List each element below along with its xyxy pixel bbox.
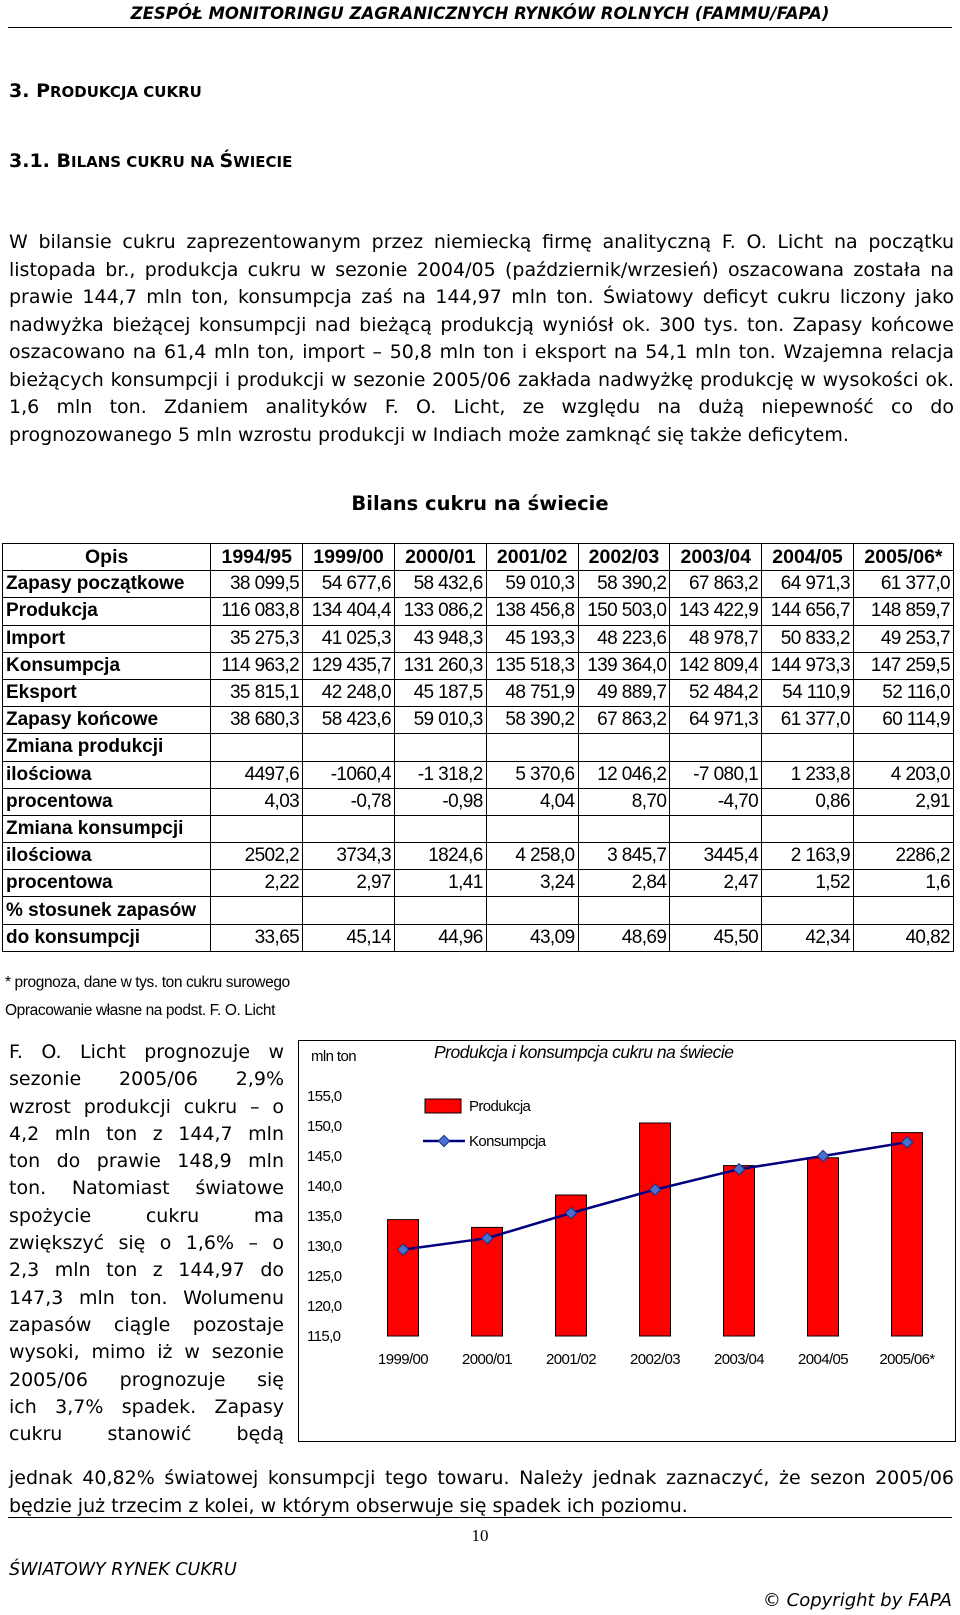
table-cell: 2,91 bbox=[853, 788, 953, 815]
side-text-line: sezonie 2005/06 2,9% bbox=[9, 1068, 284, 1091]
bar-produkcja bbox=[808, 1158, 839, 1336]
table-row-label: procentowa bbox=[3, 870, 211, 897]
production-consumption-chart bbox=[299, 1041, 955, 1441]
table-cell: 67 863,2 bbox=[578, 707, 670, 734]
x-tick-label: 2001/02 bbox=[545, 1351, 597, 1368]
table-cell bbox=[486, 815, 578, 842]
table-row-label: Zmiana konsumpcji bbox=[3, 815, 211, 842]
table-cell: 64 971,3 bbox=[762, 571, 854, 598]
table-cell bbox=[211, 897, 303, 924]
table-cell bbox=[762, 897, 854, 924]
table-cell: 59 010,3 bbox=[486, 571, 578, 598]
table-cell bbox=[578, 897, 670, 924]
y-tick-label: 125,0 bbox=[307, 1268, 342, 1285]
table-cell: -4,70 bbox=[670, 788, 762, 815]
subheading-initial: B bbox=[56, 150, 71, 172]
table-row bbox=[3, 788, 954, 815]
table-cell: 54 677,6 bbox=[303, 571, 395, 598]
side-text-line: zapasów ciągle pozostaje bbox=[9, 1313, 284, 1336]
table-cell bbox=[394, 815, 486, 842]
table-cell: 8,70 bbox=[578, 788, 670, 815]
x-tick-label: 2003/04 bbox=[713, 1351, 765, 1368]
table-cell: 4 203,0 bbox=[853, 761, 953, 788]
table-header-desc: Opis bbox=[3, 544, 211, 571]
table-cell: 147 259,5 bbox=[853, 652, 953, 679]
table-cell: 143 422,9 bbox=[670, 598, 762, 625]
table-cell: 54 110,9 bbox=[762, 679, 854, 706]
document-header: ZESPÓŁ MONITORINGU ZAGRANICZNYCH RYNKÓW ROLNYCH (FAMMU/FAPA) bbox=[130, 4, 830, 23]
table-header-season: 2004/05 bbox=[762, 544, 854, 571]
table-row-label: Eksport bbox=[3, 679, 211, 706]
subheading-rest: ILANS CUKRU NA bbox=[70, 153, 220, 171]
subheading-rest-2: WIECIE bbox=[233, 153, 293, 171]
table-cell: 59 010,3 bbox=[394, 707, 486, 734]
chart-container bbox=[298, 1040, 956, 1442]
table-row bbox=[3, 734, 954, 761]
table-cell: 4497,6 bbox=[211, 761, 303, 788]
table-cell: 58 432,6 bbox=[394, 571, 486, 598]
footer-section-name: ŚWIATOWY RYNEK CUKRU bbox=[9, 1560, 237, 1580]
side-text-line: 2005/06 prognozuje się bbox=[9, 1368, 284, 1391]
table-cell: 52 116,0 bbox=[853, 679, 953, 706]
table-row-label: procentowa bbox=[3, 788, 211, 815]
legend-marker-konsumpcja bbox=[438, 1135, 449, 1146]
table-row bbox=[3, 897, 954, 924]
table-cell: 1,41 bbox=[394, 870, 486, 897]
section-heading bbox=[9, 80, 202, 102]
table-cell: 61 377,0 bbox=[853, 571, 953, 598]
footer-copyright: © Copyright by FAPA bbox=[762, 1590, 952, 1611]
table-row bbox=[3, 625, 954, 652]
table-cell bbox=[211, 734, 303, 761]
table-row-label: % stosunek zapasów bbox=[3, 897, 211, 924]
table-row bbox=[3, 843, 954, 870]
table-header-row bbox=[3, 544, 954, 571]
table-cell: 133 086,2 bbox=[394, 598, 486, 625]
table-cell bbox=[486, 734, 578, 761]
table-cell: 150 503,0 bbox=[578, 598, 670, 625]
heading-number: 3. bbox=[9, 80, 37, 102]
table-cell bbox=[486, 897, 578, 924]
table-cell: 48 978,7 bbox=[670, 625, 762, 652]
side-text-line: 2,3 mln ton z 144,97 do bbox=[9, 1259, 284, 1282]
table-cell: 134 404,4 bbox=[303, 598, 395, 625]
side-text-line: ton do prawie 148,9 mln bbox=[9, 1150, 284, 1173]
side-text-line: ich 3,7% spadek. Zapasy bbox=[9, 1395, 284, 1418]
table-header-season: 2003/04 bbox=[670, 544, 762, 571]
table-row-label: ilościowa bbox=[3, 843, 211, 870]
table-cell bbox=[578, 734, 670, 761]
table-cell: 44,96 bbox=[394, 924, 486, 951]
table-row bbox=[3, 571, 954, 598]
bar-produkcja bbox=[892, 1133, 923, 1336]
table-cell: 0,86 bbox=[762, 788, 854, 815]
table-cell: 4,04 bbox=[486, 788, 578, 815]
side-text-line: wysoki, mimo iż w sezonie bbox=[9, 1341, 284, 1364]
table-cell: 1,52 bbox=[762, 870, 854, 897]
header-rule bbox=[8, 27, 952, 28]
table-row-label: Zapasy końcowe bbox=[3, 707, 211, 734]
table-cell: 114 963,2 bbox=[211, 652, 303, 679]
table-cell: 64 971,3 bbox=[670, 707, 762, 734]
subheading-initial-2: Ś bbox=[219, 150, 234, 172]
table-cell: -7 080,1 bbox=[670, 761, 762, 788]
table-cell bbox=[303, 815, 395, 842]
table-cell: 131 260,3 bbox=[394, 652, 486, 679]
chart-title: Produkcja i konsumpcja cukru na świecie bbox=[434, 1042, 734, 1062]
table-cell: 144 973,3 bbox=[762, 652, 854, 679]
table-cell bbox=[303, 897, 395, 924]
side-text-line: wzrost produkcji cukru – o bbox=[9, 1095, 284, 1118]
table-row bbox=[3, 924, 954, 951]
subheading-number: 3.1. bbox=[9, 150, 57, 172]
table-cell: 48 223,6 bbox=[578, 625, 670, 652]
legend-label-produkcja: Produkcja bbox=[469, 1098, 531, 1115]
table-cell bbox=[394, 897, 486, 924]
table-cell: 45,14 bbox=[303, 924, 395, 951]
table-cell: 135 518,3 bbox=[486, 652, 578, 679]
table-cell: 5 370,6 bbox=[486, 761, 578, 788]
table-cell: 50 833,2 bbox=[762, 625, 854, 652]
y-tick-label: 120,0 bbox=[307, 1298, 342, 1315]
table-cell: 139 364,0 bbox=[578, 652, 670, 679]
x-tick-label: 2005/06* bbox=[879, 1351, 935, 1368]
table-row bbox=[3, 598, 954, 625]
footer-rule bbox=[8, 1517, 952, 1518]
table-cell: 129 435,7 bbox=[303, 652, 395, 679]
table-cell: 43 948,3 bbox=[394, 625, 486, 652]
bar-produkcja bbox=[640, 1123, 671, 1336]
table-cell bbox=[762, 815, 854, 842]
table-cell bbox=[303, 734, 395, 761]
table-cell bbox=[762, 734, 854, 761]
table-cell bbox=[670, 897, 762, 924]
table-cell: 2,22 bbox=[211, 870, 303, 897]
table-row-label: Zapasy początkowe bbox=[3, 571, 211, 598]
table-cell: 35 275,3 bbox=[211, 625, 303, 652]
table-cell: 4,03 bbox=[211, 788, 303, 815]
side-text-line: F. O. Licht prognozuje w bbox=[9, 1041, 284, 1063]
table-cell: 45 193,3 bbox=[486, 625, 578, 652]
table-cell: 2286,2 bbox=[853, 843, 953, 870]
table-cell: 43,09 bbox=[486, 924, 578, 951]
table-cell: 38 099,5 bbox=[211, 571, 303, 598]
table-cell: 2502,2 bbox=[211, 843, 303, 870]
table-cell: 67 863,2 bbox=[670, 571, 762, 598]
table-cell: 45,50 bbox=[670, 924, 762, 951]
table-cell: -1 318,2 bbox=[394, 761, 486, 788]
side-text-line: ton. Natomiast światowe bbox=[9, 1177, 284, 1200]
table-cell bbox=[211, 815, 303, 842]
table-row bbox=[3, 761, 954, 788]
table-cell: 2,47 bbox=[670, 870, 762, 897]
table-cell: 58 423,6 bbox=[303, 707, 395, 734]
table-row bbox=[3, 815, 954, 842]
table-title: Bilans cukru na świecie bbox=[351, 492, 609, 515]
table-cell: 49 253,7 bbox=[853, 625, 953, 652]
table-cell bbox=[578, 815, 670, 842]
page-number: 10 bbox=[471, 1526, 489, 1545]
table-cell: 40,82 bbox=[853, 924, 953, 951]
table-cell: -0,78 bbox=[303, 788, 395, 815]
x-tick-label: 2002/03 bbox=[629, 1351, 681, 1368]
table-cell: 52 484,2 bbox=[670, 679, 762, 706]
side-text-line: cukru stanowić będą bbox=[9, 1423, 284, 1446]
side-text-line: zwiększyć się o 1,6% – o bbox=[9, 1232, 284, 1255]
table-cell: 3445,4 bbox=[670, 843, 762, 870]
table-cell: 2 163,9 bbox=[762, 843, 854, 870]
closing-paragraph: jednak 40,82% światowej konsumpcji tego towaru. Należy jednak zaznaczyć, że sezon 2005/06 będzie już trzecim z kolei, w którym obserwuje się spadek ich poziomu. bbox=[9, 1467, 954, 1517]
y-tick-label: 140,0 bbox=[307, 1178, 342, 1195]
table-cell: 60 114,9 bbox=[853, 707, 953, 734]
table-cell bbox=[670, 734, 762, 761]
table-header-season: 1994/95 bbox=[211, 544, 303, 571]
table-row-label: Zmiana produkcji bbox=[3, 734, 211, 761]
table-cell: 148 859,7 bbox=[853, 598, 953, 625]
table-cell: 3 845,7 bbox=[578, 843, 670, 870]
table-cell bbox=[853, 897, 953, 924]
table-cell: 2,84 bbox=[578, 870, 670, 897]
table-cell: 138 456,8 bbox=[486, 598, 578, 625]
table-cell: 42,34 bbox=[762, 924, 854, 951]
table-cell: 116 083,8 bbox=[211, 598, 303, 625]
y-tick-label: 150,0 bbox=[307, 1118, 342, 1135]
y-tick-label: 115,0 bbox=[307, 1328, 341, 1345]
x-tick-label: 2000/01 bbox=[461, 1351, 513, 1368]
table-cell: 48,69 bbox=[578, 924, 670, 951]
table-cell: 1,6 bbox=[853, 870, 953, 897]
table-cell: 3,24 bbox=[486, 870, 578, 897]
table-cell: 58 390,2 bbox=[486, 707, 578, 734]
table-cell: 144 656,7 bbox=[762, 598, 854, 625]
table-cell: 3734,3 bbox=[303, 843, 395, 870]
side-text-line: 147,3 mln ton. Wolumenu bbox=[9, 1286, 284, 1309]
table-cell: 58 390,2 bbox=[578, 571, 670, 598]
table-note-forecast: * prognoza, dane w tys. ton cukru surowego bbox=[5, 974, 290, 991]
heading-rest: RODUKCJA CUKRU bbox=[50, 83, 202, 101]
x-tick-label: 1999/00 bbox=[377, 1351, 429, 1368]
table-cell bbox=[670, 815, 762, 842]
table-row bbox=[3, 652, 954, 679]
table-cell: 38 680,3 bbox=[211, 707, 303, 734]
table-cell: -1060,4 bbox=[303, 761, 395, 788]
table-cell: 142 809,4 bbox=[670, 652, 762, 679]
table-cell: 12 046,2 bbox=[578, 761, 670, 788]
intro-paragraph: W bilansie cukru zaprezentowanym przez niemiecką firmę analityczną F. O. Licht na początku listopada br., produkcja cukru w sezonie 2004/05 (październik/wrzesień) oszacowana została na prawie 144,7 mln ton, konsumpcja zaś na 144,97 mln ton. Światowy deficyt cukru liczony jako nadwyżka bieżącej konsumpcji nad bieżącą produkcją wyniósł ok. 300 tys. ton. Zapasy końcowe oszacowano na 61,4 mln ton, import – 50,8 mln ton i eksport na 54,1 mln ton. Wzajemna relacja bieżących konsumpcji i produkcji w sezonie 2005/06 zakłada nadwyżkę produkcję w wysokości ok. 1,6 mln ton. Zdaniem analityków F. O. Licht, ze względu na dużą niepewność co do prognozowanego 5 mln wzrostu produkcji w Indiach może zamknąć się także deficytem. bbox=[9, 231, 954, 446]
bar-produkcja bbox=[724, 1166, 755, 1336]
legend-label-konsumpcja: Konsumpcja bbox=[469, 1133, 546, 1150]
table-row-label: ilościowa bbox=[3, 761, 211, 788]
table-row-label: do konsumpcji bbox=[3, 924, 211, 951]
table-header-season: 1999/00 bbox=[303, 544, 395, 571]
table-cell: 42 248,0 bbox=[303, 679, 395, 706]
table-cell: 33,65 bbox=[211, 924, 303, 951]
side-text-line: 4,2 mln ton z 144,7 mln bbox=[9, 1122, 284, 1145]
table-cell bbox=[853, 815, 953, 842]
table-row bbox=[3, 707, 954, 734]
table-header-season: 2005/06* bbox=[853, 544, 953, 571]
table-cell: 48 751,9 bbox=[486, 679, 578, 706]
x-tick-label: 2004/05 bbox=[797, 1351, 849, 1368]
y-tick-label: 155,0 bbox=[307, 1088, 342, 1105]
table-cell: 1 233,8 bbox=[762, 761, 854, 788]
subsection-heading bbox=[9, 150, 292, 172]
side-paragraph bbox=[9, 1039, 284, 1448]
table-header-season: 2001/02 bbox=[486, 544, 578, 571]
table-cell: 4 258,0 bbox=[486, 843, 578, 870]
table-header-season: 2000/01 bbox=[394, 544, 486, 571]
table-cell: 61 377,0 bbox=[762, 707, 854, 734]
table-cell: 2,97 bbox=[303, 870, 395, 897]
table-cell: -0,98 bbox=[394, 788, 486, 815]
legend-swatch-produkcja bbox=[425, 1099, 461, 1113]
y-tick-label: 135,0 bbox=[307, 1208, 342, 1225]
table-cell bbox=[394, 734, 486, 761]
table-cell bbox=[853, 734, 953, 761]
table-cell: 45 187,5 bbox=[394, 679, 486, 706]
table-row-label: Import bbox=[3, 625, 211, 652]
y-tick-label: 130,0 bbox=[307, 1238, 342, 1255]
table-row bbox=[3, 870, 954, 897]
balance-table bbox=[2, 543, 954, 952]
table-cell: 41 025,3 bbox=[303, 625, 395, 652]
table-row-label: Konsumpcja bbox=[3, 652, 211, 679]
y-tick-label: 145,0 bbox=[307, 1148, 342, 1165]
table-note-source: Opracowanie własne na podst. F. O. Licht bbox=[5, 1002, 276, 1019]
side-text-line: spożycie cukru ma bbox=[9, 1204, 284, 1227]
table-row-label: Produkcja bbox=[3, 598, 211, 625]
table-cell: 1824,6 bbox=[394, 843, 486, 870]
heading-initial: P bbox=[36, 80, 50, 102]
bar-produkcja bbox=[388, 1220, 419, 1336]
table-row bbox=[3, 679, 954, 706]
table-cell: 49 889,7 bbox=[578, 679, 670, 706]
y-axis-label: mln ton bbox=[311, 1048, 356, 1065]
table-cell: 35 815,1 bbox=[211, 679, 303, 706]
table-header-season: 2002/03 bbox=[578, 544, 670, 571]
